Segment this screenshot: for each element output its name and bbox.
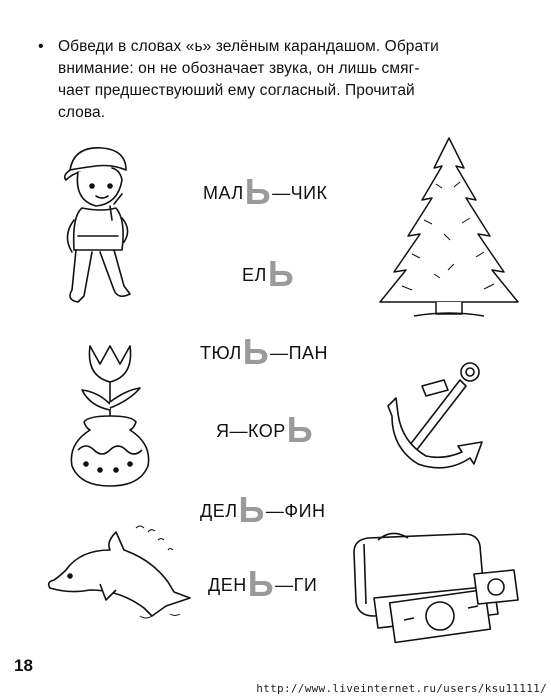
- word-malchik: [203, 171, 328, 212]
- word-part: —ПАН: [270, 343, 329, 363]
- word-part: —ГИ: [275, 575, 318, 595]
- instruction-line: внимание: он не обозначает звука, он лишь смяг-: [58, 60, 420, 77]
- instruction-line: Обведи в словах «ь» зелёным карандашом. Обрати: [58, 38, 439, 55]
- fir-tree-icon: [374, 134, 524, 320]
- page-number: 18: [14, 656, 33, 675]
- word-part: ТЮЛ: [200, 343, 242, 363]
- word-part: ДЕН: [208, 575, 247, 595]
- word-el: [242, 253, 295, 294]
- tulip-vase-icon: [60, 340, 160, 490]
- word-part: —ЧИК: [272, 183, 328, 203]
- wallet-money-icon: [344, 524, 524, 644]
- word-part: ЕЛ: [242, 265, 267, 285]
- bullet: •: [38, 38, 44, 55]
- soft-sign: Ь: [238, 489, 265, 530]
- soft-sign: Ь: [244, 171, 272, 212]
- anchor-icon: [382, 356, 502, 478]
- word-dengi: [208, 563, 318, 604]
- instruction-line: слова.: [58, 104, 106, 121]
- boy-icon: [52, 140, 148, 310]
- word-tyulpan: [200, 331, 329, 372]
- word-part: ДЕЛ: [200, 501, 238, 521]
- word-delfin: [200, 489, 326, 530]
- word-part: МАЛ: [203, 183, 244, 203]
- soft-sign: Ь: [267, 253, 295, 294]
- instruction-line: чает предшествуюший ему согласный. Прочитай: [58, 82, 415, 99]
- soft-sign: Ь: [242, 331, 270, 372]
- word-part: —ФИН: [265, 501, 326, 521]
- dolphin-icon: [40, 520, 200, 624]
- word-yakor: [216, 409, 314, 450]
- watermark: http://www.liveinternet.ru/users/ksu11111/: [256, 682, 547, 695]
- word-part: Я—КОР: [216, 421, 286, 441]
- instruction: [40, 36, 522, 124]
- soft-sign: Ь: [247, 563, 275, 604]
- soft-sign: Ь: [286, 409, 314, 450]
